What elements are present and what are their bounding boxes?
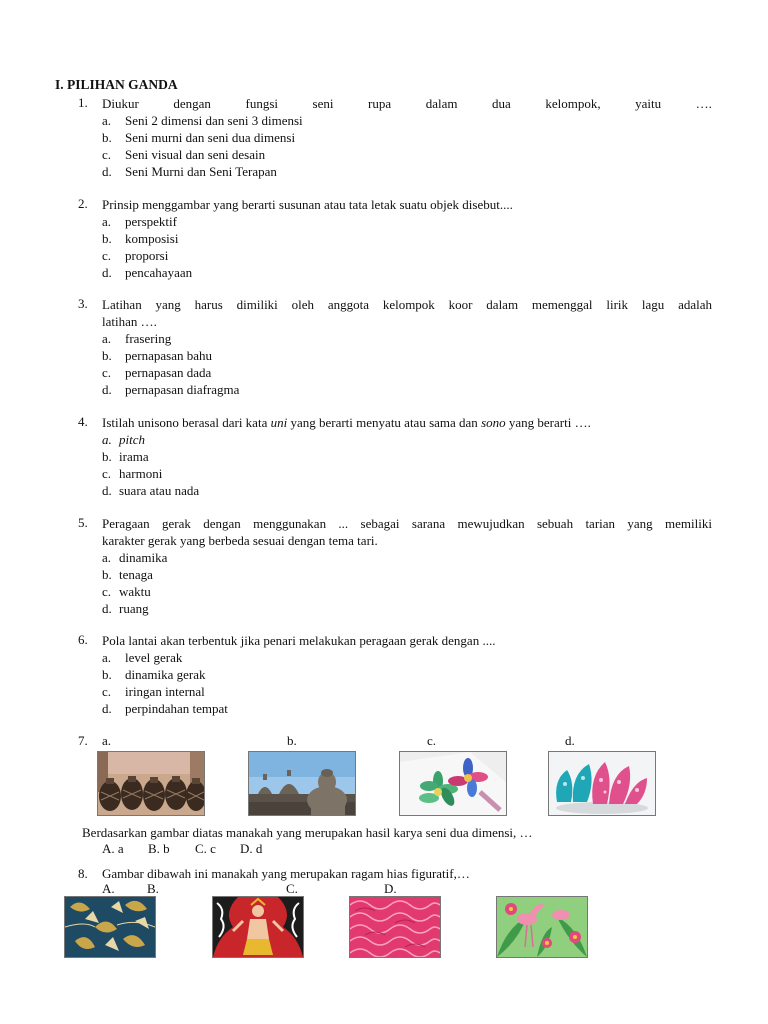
option-text: pencahayaan	[125, 265, 193, 280]
word: kelompok,	[545, 96, 601, 111]
option-text: proporsi	[125, 248, 169, 263]
q8-image-a-leaf-batik	[64, 896, 156, 958]
q8-image-b-figurative-ornament	[212, 896, 304, 958]
option-label: d.	[102, 601, 112, 616]
question-number: 2.	[78, 196, 88, 211]
option-label: a.	[102, 650, 112, 665]
option-text: pernapasan diafragma	[125, 382, 240, 397]
option-label: c.	[102, 466, 112, 481]
option-text: pernapasan bahu	[125, 348, 212, 363]
option-label: b.	[102, 449, 112, 464]
q7-answer-d: D. d	[240, 841, 263, 856]
q7-label-c: c.	[427, 733, 437, 748]
word: Diukur	[102, 96, 139, 111]
word: fungsi	[245, 96, 278, 111]
word: dua	[492, 96, 511, 111]
q7-answer-c: C. c	[195, 841, 216, 856]
option-text: komposisi	[125, 231, 179, 246]
q7-answer-b: B. b	[148, 841, 170, 856]
option-text: harmoni	[119, 466, 163, 481]
option-label: d.	[102, 265, 112, 280]
word: dalam	[425, 96, 458, 111]
option-label: a.	[102, 214, 112, 229]
option-text: perspektif	[125, 214, 177, 229]
option-text: Seni visual dan seni desain	[125, 147, 266, 162]
option-text: tenaga	[119, 567, 153, 582]
option-label: a.	[102, 113, 112, 128]
q7-image-b-temple-statue	[248, 751, 356, 816]
option-label: d.	[102, 483, 112, 498]
question-text	[102, 95, 712, 112]
italic-term-sono: sono	[481, 415, 506, 430]
option-text: ruang	[119, 601, 149, 616]
q8-label-d: D.	[384, 881, 397, 896]
word: rupa	[368, 96, 392, 111]
word: yaitu	[635, 96, 662, 111]
option-text: Seni 2 dimensi dan seni 3 dimensi	[125, 113, 303, 128]
option-label: a.	[102, 550, 112, 565]
option-label: c.	[102, 248, 112, 263]
option-label: d.	[102, 382, 112, 397]
q7-label-d: d.	[565, 733, 575, 748]
question-number: 3.	[78, 296, 88, 311]
word: ….	[695, 96, 712, 111]
question-number: 1.	[78, 95, 88, 110]
q8-label-a: A.	[102, 881, 115, 896]
option-label: d.	[102, 164, 112, 179]
question-8-text: Gambar dibawah ini manakah yang merupakan ragam hias figuratif,…	[102, 866, 470, 881]
question-text: Peragaan gerak dengan menggunakan ... sebagai sarana mewujudkan sebuah tarian yang memiliki	[102, 516, 712, 531]
word: seni	[312, 96, 334, 111]
option-label: d.	[102, 701, 112, 716]
option-label: c.	[102, 684, 112, 699]
q7-answer-a: A. a	[102, 841, 124, 856]
option-text: pitch	[119, 432, 145, 447]
question-number: 4.	[78, 414, 88, 429]
question-number: 6.	[78, 632, 88, 647]
q7-image-a-pottery	[97, 751, 205, 816]
question-text: Prinsip menggambar yang berarti susunan atau tata letak suatu objek disebut....	[102, 197, 513, 212]
q7-image-d-clay-sculpture	[548, 751, 656, 816]
option-label: a.	[102, 432, 112, 447]
q7-label-a: a.	[102, 733, 112, 748]
option-text: irama	[119, 449, 149, 464]
question-text-continued: latihan ….	[102, 314, 157, 329]
option-text: level gerak	[125, 650, 183, 665]
option-text: waktu	[119, 584, 151, 599]
option-label: b.	[102, 567, 112, 582]
q8-label-c: C.	[286, 881, 298, 896]
word: dengan	[173, 96, 211, 111]
question-number: 5.	[78, 515, 88, 530]
text-part: Istilah unisono berasal dari kata	[102, 415, 271, 430]
option-text: Seni Murni dan Seni Terapan	[125, 164, 277, 179]
option-label: a.	[102, 331, 112, 346]
option-label: c.	[102, 365, 112, 380]
option-label: b.	[102, 231, 112, 246]
text-part: yang berarti ….	[505, 415, 591, 430]
option-text: pernapasan dada	[125, 365, 212, 380]
question-text: Pola lantai akan terbentuk jika penari melakukan peragaan gerak dengan ....	[102, 633, 496, 648]
question-text: Latihan yang harus dimiliki oleh anggota kelompok koor dalam memenggal lirik lagu adalah	[102, 297, 712, 312]
option-label: c.	[102, 147, 112, 162]
option-label: b.	[102, 667, 112, 682]
option-text: dinamika	[119, 550, 168, 565]
option-text: Seni murni dan seni dua dimensi	[125, 130, 296, 145]
q8-label-b: B.	[147, 881, 159, 896]
section-title: I. PILIHAN GANDA	[55, 77, 178, 92]
text-part: yang berarti menyatu atau sama dan	[287, 415, 482, 430]
question-text-continued: karakter gerak yang berbeda sesuai dengan tema tari.	[102, 533, 378, 548]
q8-image-d-flamingo-floral	[496, 896, 588, 958]
option-text: frasering	[125, 331, 172, 346]
option-text: perpindahan tempat	[125, 701, 228, 716]
question-text	[102, 414, 712, 431]
option-text: iringan internal	[125, 684, 205, 699]
q7-image-c-paper-flowers	[399, 751, 507, 816]
option-text: dinamika gerak	[125, 667, 206, 682]
option-label: b.	[102, 130, 112, 145]
option-text: suara atau nada	[119, 483, 200, 498]
option-label: b.	[102, 348, 112, 363]
option-label: c.	[102, 584, 112, 599]
question-7-number: 7.	[78, 733, 88, 748]
question-8-number: 8.	[78, 866, 88, 881]
italic-term-uni: uni	[270, 415, 288, 430]
q7-label-b: b.	[287, 733, 297, 748]
q8-image-c-cloud-pattern	[349, 896, 441, 958]
q7-question-text: Berdasarkan gambar diatas manakah yang merupakan hasil karya seni dua dimensi, …	[82, 825, 533, 840]
